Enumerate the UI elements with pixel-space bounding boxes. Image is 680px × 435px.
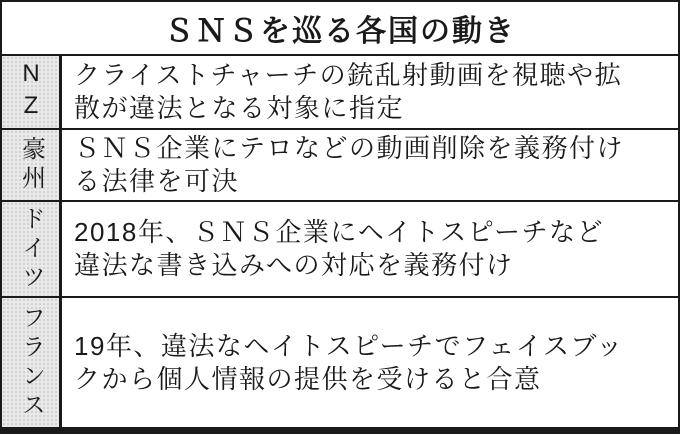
- entry-line: 違法な書き込みへの対応を義務付け: [74, 250, 514, 280]
- country-label: フランス: [17, 304, 45, 421]
- entry-line: る法律を可決: [74, 166, 240, 196]
- entry-line: クライストチャーチの銃乱射動画を視聴や拡: [74, 60, 623, 90]
- country-label-cell: [2, 56, 62, 128]
- country-label: NZ: [17, 60, 45, 124]
- entry-cell: [62, 202, 678, 296]
- entry-cell: [62, 56, 678, 128]
- entry-line: 散が違法となる対象に指定: [74, 93, 405, 123]
- country-label: ドイツ: [17, 205, 45, 293]
- entry-line: 19年、違法なヘイトスピーチでフェイスブッ: [74, 330, 624, 361]
- table-row: [2, 202, 678, 298]
- country-label-cell: [2, 202, 62, 296]
- table-row: [2, 130, 678, 202]
- table-title-bar: [2, 2, 678, 56]
- country-label: 豪州: [17, 136, 45, 194]
- table-title: ＳＮＳを巡る各国の動き: [164, 15, 516, 48]
- table-row: [2, 298, 678, 427]
- entry-line: クから個人情報の提供を受けると合意: [74, 363, 542, 394]
- entry-cell: [62, 130, 678, 200]
- entry-cell: [62, 298, 678, 427]
- entry-line: 2018年、ＳＮＳ企業にヘイトスピーチなど: [74, 217, 605, 247]
- country-label-cell: [2, 298, 62, 427]
- entry-line: ＳＮＳ企業にテロなどの動画削除を義務付け: [74, 133, 625, 163]
- table-row: [2, 56, 678, 130]
- country-label-cell: [2, 130, 62, 200]
